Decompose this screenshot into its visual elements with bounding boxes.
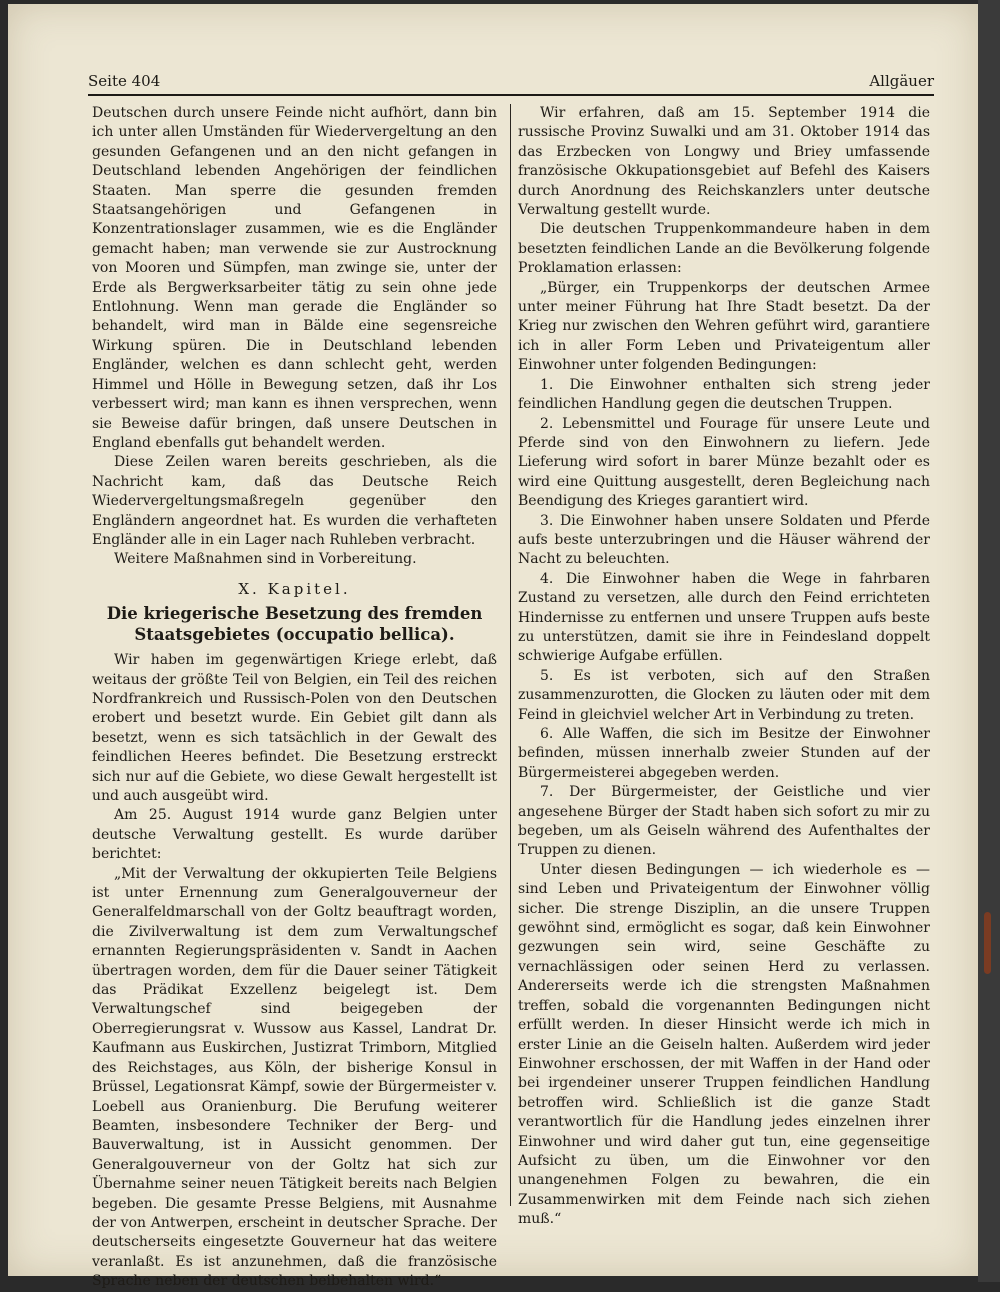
paragraph: „Mit der Verwaltung der okkupierten Teile Belgiens ist unter Ernennung zum Generalgouverneur der Generalfeldmarschall von der Goltz beauftragt worden, die Zivilverwaltung ist dem zum Verwaltungschef ernannten Regierungspräsidenten v. Sandt in Aachen übertragen worden, dem für die Dauer seiner Tätigkeit das Prädikat Exzellenz beigelegt ist. Dem Verwaltungschef sind beigegeben der Oberregierungsrat v. Wussow aus Kassel, Landrat Dr. Kaufmann aus Euskirchen, Justizrat Trimborn, Mitglied des Reichstages, aus Köln, der bisherige Konsul in Brüssel, Legationsrat Kämpf, sowie der Bürgermeister v. Loebell aus Oranienburg. Die Berufung weiterer Beamten, insbesondere Techniker der Berg- und Bauverwaltung, ist in Aussicht genommen. Der Generalgouverneur von der Goltz hat sich zur Übernahme seiner neuen Tätigkeit bereits nach Belgien begeben. Die gesamte Presse Belgiens, mit Ausnahme der von Antwerpen, erscheint in deutscher Sprache. Der deutscherseits eingesetzte Gouverneur hat das weitere veranlaßt. Es ist anzunehmen, daß die französische Sprache neben der deutschen beibehalten wird.“ (92, 865, 497, 1290)
header-rule (88, 94, 934, 96)
scan-border (978, 0, 1000, 1282)
paper-stain (984, 912, 991, 974)
paragraph: „Bürger, ein Truppenkorps der deutschen Armee unter meiner Führung hat Ihre Stadt besetzt. Da der Krieg nur zwischen den Wehren geführt wird, garantiere ich in aller Form Leben und Privateigentum aller Einwohner unter folgenden Bedingungen: (518, 279, 930, 374)
paragraph: 6. Alle Waffen, die sich im Besitze der Einwohner befinden, müssen innerhalb zweier Stunden auf der Bürgermeisterei abgegeben werden. (518, 726, 930, 781)
paragraph: Die deutschen Truppenkommandeure haben in dem besetzten feindlichen Lande an die Bevölkerung folgende Proklamation erlassen: (518, 221, 930, 277)
paragraph: 1. Die Einwohner enthalten sich streng jeder feindlichen Handlung gegen die deutschen Truppen. (518, 376, 930, 413)
paragraph: Deutschen durch unsere Feinde nicht aufhört, dann bin ich unter allen Umständen für Wiedervergeltung an den gesunden Gefangenen und an den nicht gefangen in Deutschland lebenden Angehörigen der feindlichen Staaten. Man sperre die gesunden fremden Staatsangehörigen und Gefangenen in Konzentrationslager zusammen, wie es die Engländer gemacht haben; man verwende sie zur Austrocknung von Mooren und Sümpfen, man zwinge sie, unter der Erde als Bergwerksarbeiter tätig zu sein ohne jede Entlohnung. Wenn man gerade die Engländer so behandelt, wird man in Bälde eine segensreiche Wirkung spüren. Die in Deutschland lebenden Engländer, welchen es dann schlecht geht, werden Himmel und Hölle in Bewegung setzen, daß ihr Los verbessert wird; man kann es ihnen versprechen, wenn sie Beweise dafür bringen, daß unsere Deutschen in England ebenfalls gut behandelt werden. (92, 105, 497, 451)
paragraph: Wir haben im gegenwärtigen Kriege erlebt, daß weitaus der größte Teil von Belgien, ein Teil des reichen Nordfrankreich und Russisch-Polen von den Deutschen erobert und besetzt wurde. Ein Gebiet gilt dann als besetzt, wenn es sich tatsächlich in der Gewalt des feindlichen Heeres befindet. Die Besetzung erstreckt sich nur auf die Gebiete, wo diese Gewalt hergestellt ist und auch ausgeübt wird. (92, 652, 497, 804)
running-title: Allgäuer (869, 72, 934, 90)
paragraph: Weitere Maßnahmen sind in Vorbereitung. (114, 551, 417, 568)
right-column (518, 104, 930, 1230)
page-header (88, 72, 934, 94)
paragraph: 4. Die Einwohner haben die Wege in fahrbaren Zustand zu versetzen, alle durch den Feind errichteten Hindernisse zu entfernen und unsere Truppen aufs beste zu unterstützen, damit sie ihre in Feindesland doppelt schwierige Aufgabe erfüllen. (518, 570, 930, 665)
chapter-heading: X. Kapitel. (238, 579, 351, 598)
paragraph: 2. Lebensmittel und Fourage für unsere Leute und Pferde sind von den Einwohnern zu liefern. Jede Lieferung wird sofort in barer Münze bezahlt oder es wird eine Quittung ausgestellt, deren Begleichung nach Beendigung des Krieges garantiert wird. (518, 415, 930, 510)
paragraph: Unter diesen Bedingungen — ich wiederhole es — sind Leben und Privateigentum der Einwohner völlig sicher. Die strenge Disziplin, an die unsere Truppen gewöhnt sind, ermöglicht es sogar, daß kein Einwohner gezwungen sein wird, seine Geschäfte zu vernachlässigen oder seinen Herd zu verlassen. Andererseits werde ich die strengsten Maßnahmen treffen, sobald die vorgenannten Bedingungen nicht erfüllt werden. In dieser Hinsicht werde ich mich in erster Linie an die Geiseln halten. Außerdem wird jeder Einwohner erschossen, der mit Waffen in der Hand oder bei irgendeiner unserer Truppen feindlichen Handlung betroffen wird. Schließlich ist die ganze Stadt verantwortlich für die Handlung jedes einzelnen ihrer Einwohner und wird daher gut tun, eine gegenseitige Aufsicht zu üben, um die Einwohner vor den unangenehmen Folgen zu bewahren, die ein Zusammenwirken mit dem Feinde nach sich ziehen muß.“ (518, 861, 930, 1228)
paragraph: 5. Es ist verboten, sich auf den Straßen zusammenzurotten, die Glocken zu läuten oder mit dem Feind in gleichviel welcher Art in Verbindung zu treten. (518, 667, 930, 723)
column-divider (510, 104, 511, 1206)
left-column (92, 104, 497, 1292)
paragraph: Am 25. August 1914 wurde ganz Belgien unter deutsche Verwaltung gestellt. Es wurde darüber berichtet: (92, 807, 497, 863)
paragraph: 7. Der Bürgermeister, der Geistliche und vier angesehene Bürger der Stadt haben sich sofort zu mir zu begeben, um als Geiseln während des Aufenthaltes der Truppen zu dienen. (518, 784, 930, 859)
paragraph: 3. Die Einwohner haben unsere Soldaten und Pferde aufs beste unterzubringen und die Häuser während der Nacht zu beleuchten. (518, 512, 930, 568)
paragraph: Diese Zeilen waren bereits geschrieben, als die Nachricht kam, daß das Deutsche Reich Wiedervergeltungsmaßregeln gegenüber den Engländern angeordnet hat. Es wurden die verhafteten Engländer alle in ein Lager nach Ruhleben verbracht. (92, 454, 497, 548)
section-title: Die kriegerische Besetzung des fremden Staatsgebietes (occupatio bellica). (106, 604, 483, 645)
paragraph: Wir erfahren, daß am 15. September 1914 die russische Provinz Suwalki und am 31. Oktober 1914 das das Erzbecken von Longwy und Briey umfassende französische Okkupationsgebiet auf Befehl des Kaisers durch Anordnung des Reichskanzlers unter deutsche Verwaltung gestellt wurde. (518, 105, 930, 219)
page-number: Seite 404 (88, 72, 161, 90)
